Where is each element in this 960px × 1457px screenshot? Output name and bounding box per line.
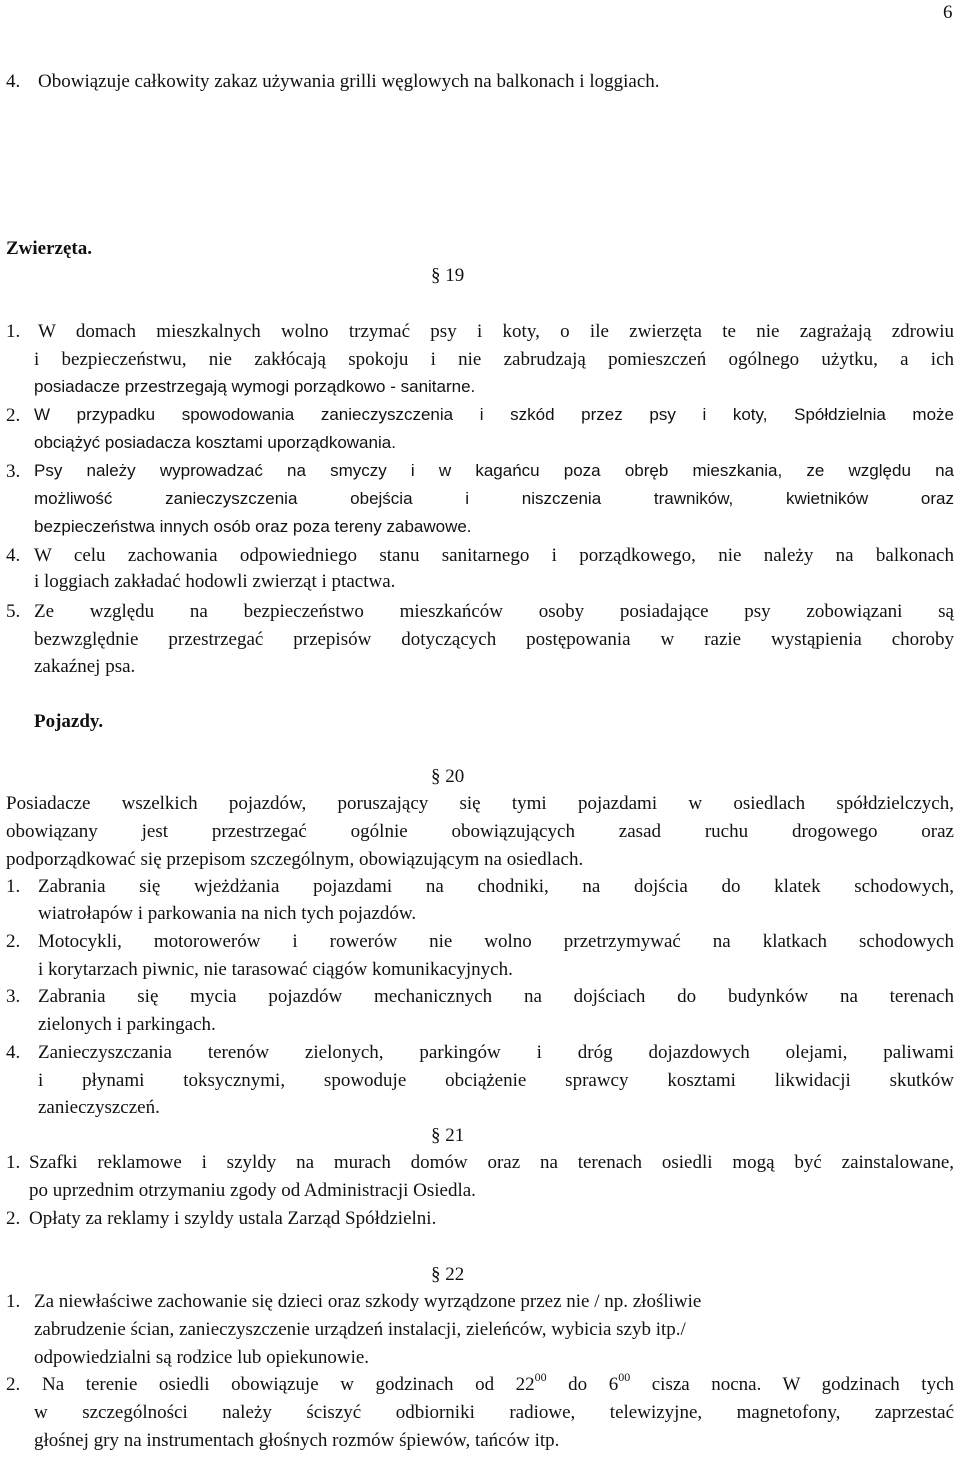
list-item-number: 2. (6, 1374, 21, 1395)
list-item-line: Zabrania się wjeżdżania pojazdami na chodniki, na dojścia do klatek schodowych, (38, 876, 954, 897)
section-number-22: § 22 (431, 1264, 465, 1285)
list-item-line: W celu zachowania odpowiedniego stanu sanitarnego i porządkowego, nie należy na balkonach (34, 545, 954, 566)
page-number: 6 (943, 2, 953, 23)
list-item-line: Za niewłaściwe zachowanie się dzieci oraz szkody wyrządzone przez nie / np. złośliwie (34, 1291, 702, 1312)
section-number-20: § 20 (431, 766, 465, 787)
list-item-number: 4. (6, 71, 21, 92)
list-item-line: W domach mieszkalnych wolno trzymać psy i koty, o ile zwierzęta te nie zagrażają zdrowiu (38, 321, 954, 342)
list-item-line: zakaźnej psa. (34, 656, 136, 677)
list-item-line: zanieczyszczeń. (38, 1097, 160, 1118)
list-item-number: 3. (6, 986, 21, 1007)
time-superscript: 00 (618, 1369, 631, 1384)
list-item-number: 5. (6, 601, 21, 622)
list-item-line: obciążyć posiadacza kosztami uporządkowania. (34, 433, 396, 452)
list-item-text: Obowiązuje całkowity zakaz używania grilli węglowych na balkonach i loggiach. (38, 71, 660, 92)
section-heading-vehicles: Pojazdy. (34, 711, 104, 732)
list-item-number: 1. (6, 1291, 21, 1312)
list-item-line: W przypadku spowodowania zanieczyszczenia i szkód przez psy i koty, Spółdzielnia może (34, 405, 954, 424)
text-part: Na terenie osiedli obowiązuje w godzinach od 22 (42, 1374, 535, 1395)
list-item-line: i loggiach zakładać hodowli zwierząt i ptactwa. (34, 571, 396, 592)
list-item-number: 3. (6, 461, 21, 482)
list-item-number: 2. (6, 1208, 21, 1229)
list-item-line: i bezpieczeństwu, nie zakłócają spokoju i nie zabrudzają pomieszczeń ogólnego użytku, a ich (34, 349, 954, 370)
list-item-line: Opłaty za reklamy i szyldy ustala Zarząd Spółdzielni. (29, 1208, 437, 1229)
list-item-number: 1. (6, 1152, 21, 1173)
list-item-line: zabrudzenie ścian, zanieczyszczenie urządzeń instalacji, zieleńców, wybicia szyb itp./ (34, 1319, 686, 1340)
list-item-number: 2. (6, 405, 21, 426)
list-item-line: odpowiedzialni są rodzice lub opiekunowie. (34, 1347, 370, 1368)
paragraph-line: obowiązany jest przestrzegać ogólnie obowiązujących zasad ruchu drogowego oraz (6, 821, 954, 842)
list-item-line: bezwzględnie przestrzegać przepisów dotyczących postępowania w razie wystąpienia choroby (34, 629, 954, 650)
list-item-number: 4. (6, 545, 21, 566)
list-item-line: głośnej gry na instrumentach głośnych rozmów śpiewów, tańców itp. (34, 1430, 560, 1451)
list-item-line: Ze względu na bezpieczeństwo mieszkańców osoby posiadające psy zobowiązani są (34, 601, 954, 622)
list-item-line: i korytarzach piwnic, nie tarasować ciągów komunikacyjnych. (38, 959, 513, 980)
list-item-line: Szafki reklamowe i szyldy na murach domów oraz na terenach osiedli mogą być zainstalowane, (29, 1152, 954, 1173)
section-number-19: § 19 (431, 265, 465, 286)
list-item-line: Psy należy wyprowadzać na smyczy i w kagańcu poza obręb mieszkania, ze względu na (34, 461, 954, 480)
section-number-21: § 21 (431, 1125, 465, 1146)
list-item-line: zielonych i parkingach. (38, 1014, 216, 1035)
text-part: do 6 (546, 1374, 619, 1395)
paragraph-line: Posiadacze wszelkich pojazdów, poruszający się tymi pojazdami w osiedlach spółdzielczych, (6, 793, 954, 814)
time-superscript: 00 (534, 1369, 547, 1384)
list-item-line: i płynami toksycznymi, spowoduje obciążenie sprawcy kosztami likwidacji skutków (38, 1070, 954, 1091)
list-item-line: po uprzednim otrzymaniu zgody od Administracji Osiedla. (29, 1180, 476, 1201)
list-item-line: bezpieczeństwa innych osób oraz poza tereny zabawowe. (34, 517, 472, 536)
list-item-number: 4. (6, 1042, 21, 1063)
text-part: cisza nocna. W godzinach tych (630, 1374, 955, 1395)
list-item-line: Zanieczyszczania terenów zielonych, parkingów i dróg dojazdowych olejami, paliwami (38, 1042, 954, 1063)
list-item-number: 2. (6, 931, 21, 952)
list-item-number: 1. (6, 876, 21, 897)
list-item-number: 1. (6, 321, 21, 342)
list-item-line-with-times (42, 1369, 955, 1396)
list-item-line: wiatrołapów i parkowania na nich tych pojazdów. (38, 903, 417, 924)
list-item-line: możliwość zanieczyszczenia obejścia i niszczenia trawników, kwietników oraz (34, 489, 954, 508)
section-heading-animals: Zwierzęta. (6, 238, 92, 259)
list-item-line: w szczególności należy ściszyć odbiorniki radiowe, telewizyjne, magnetofony, zaprzestać (34, 1402, 954, 1423)
list-item-line: posiadacze przestrzegają wymogi porządkowo - sanitarne. (34, 377, 476, 396)
list-item-line: Zabrania się mycia pojazdów mechanicznych na dojściach do budynków na terenach (38, 986, 954, 1007)
list-item-line: Motocykli, motorowerów i rowerów nie wolno przetrzymywać na klatkach schodowych (38, 931, 954, 952)
paragraph-line: podporządkować się przepisom szczególnym, obowiązującym na osiedlach. (6, 849, 584, 870)
